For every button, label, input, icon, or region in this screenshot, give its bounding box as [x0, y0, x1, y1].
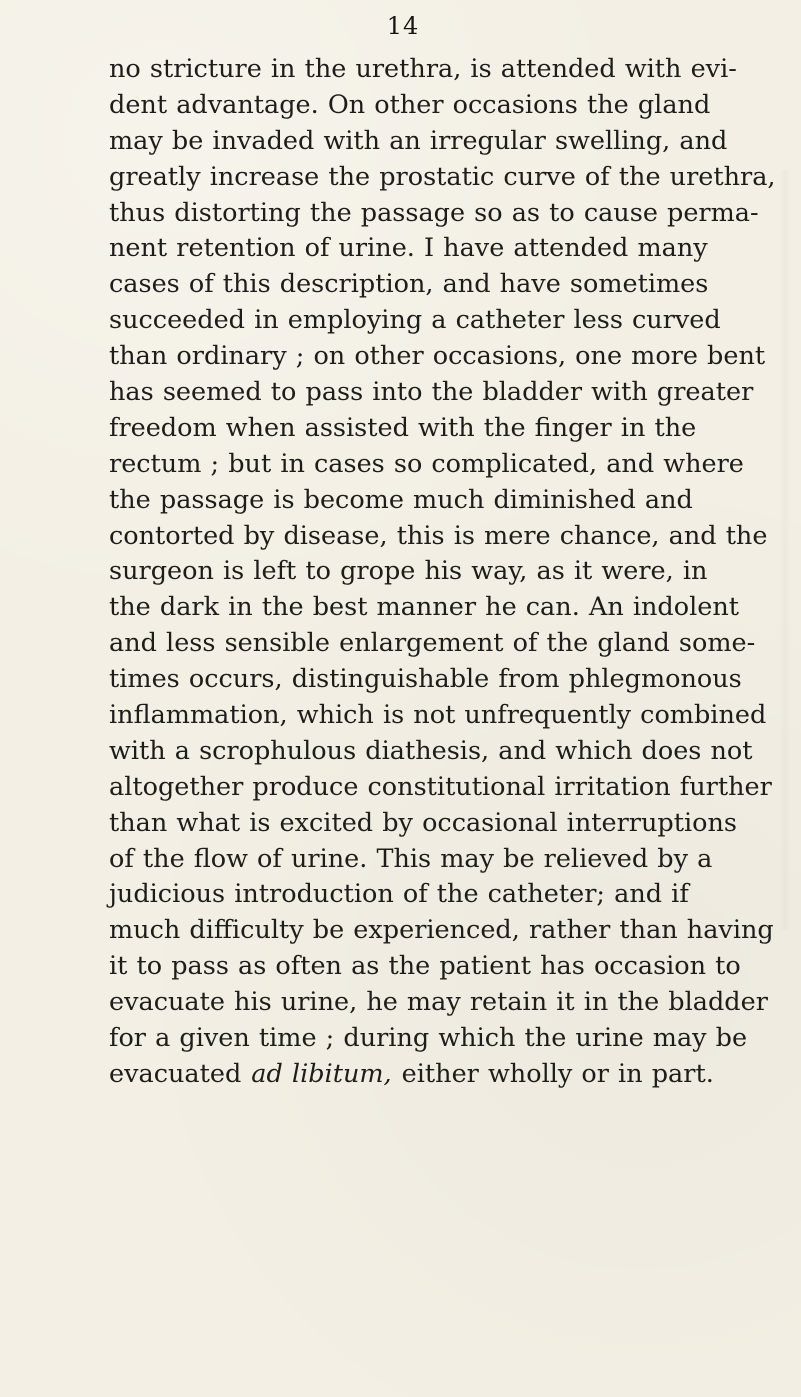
text-line-9: than ordinary ; on other occasions, one more bent [109, 341, 766, 372]
text-line-14: contorted by disease, this is mere chance, and the [109, 520, 768, 551]
text-line-28: for a given time ; during which the urine may be [109, 1023, 748, 1054]
text-line-16: the dark in the best manner he can. An indolent [109, 592, 740, 623]
text-line-4: greatly increase the prostatic curve of the urethra, [109, 161, 776, 192]
text-line-19: inflammation, which is not unfrequently combined [109, 700, 767, 731]
text-line-7: cases of this description, and have sometimes [109, 269, 709, 300]
text-line-21: altogether produce constitutional irritation further [109, 771, 772, 802]
text-line-24: judicious introduction of the catheter; and if [109, 879, 689, 910]
last-line-italic: ad libitum, [251, 1058, 392, 1089]
page-number: 14 [386, 12, 420, 40]
text-line-8: succeeded in employing a catheter less curved [109, 305, 721, 336]
text-line-12: rectum ; but in cases so complicated, and where [109, 448, 744, 479]
text-line-1: no stricture in the urethra, is attended with evi- [109, 54, 737, 84]
text-line-22: than what is excited by occasional interruptions [109, 807, 737, 838]
last-line-before: evacuated [109, 1058, 242, 1089]
text-line-13: the passage is become much diminished and [109, 484, 693, 515]
text-line-20: with a scrophulous diathesis, and which does not [109, 735, 753, 766]
text-line-27: evacuate his urine, he may retain it in the bladder [109, 987, 768, 1018]
text-line-25: much difficulty be experienced, rather than having [109, 915, 774, 946]
text-line-26: it to pass as often as the patient has occasion to [109, 951, 741, 982]
text-line-29 [109, 1057, 759, 1093]
text-line-15: surgeon is left to grope his way, as it were, in [109, 556, 708, 587]
text-line-3: may be invaded with an irregular swelling, and [109, 125, 728, 156]
text-line-6: nent retention of urine. I have attended many [109, 233, 708, 264]
text-line-23: of the flow of urine. This may be relieved by a [109, 843, 713, 874]
text-line-2: dent advantage. On other occasions the gland [109, 89, 711, 120]
text-line-5: thus distorting the passage so as to cause perma- [109, 197, 759, 228]
last-line-after: either wholly or in part. [401, 1058, 714, 1089]
text-line-11: freedom when assisted with the finger in the [109, 412, 697, 443]
text-line-18: times occurs, distinguishable from phlegmonous [109, 664, 742, 695]
text-line-10: has seemed to pass into the bladder with greater [109, 377, 754, 408]
body-text [109, 52, 776, 1093]
page-edge-shadow [779, 170, 791, 930]
text-line-17: and less sensible enlargement of the gland some- [109, 628, 756, 659]
